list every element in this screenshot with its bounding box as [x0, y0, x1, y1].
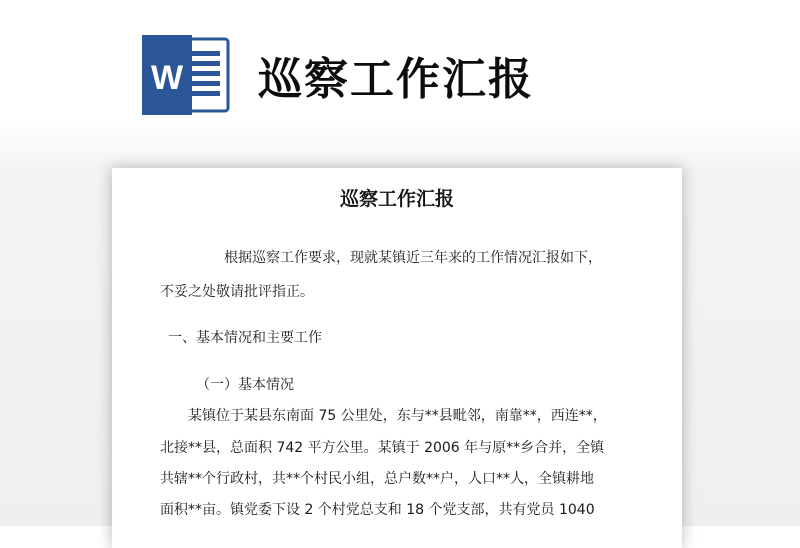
document-title: 巡察工作汇报 — [339, 188, 454, 210]
paragraph-line: 面积**亩。镇党委下设 2 个村党总支和 18 个党支部，共有党员 1040 — [160, 502, 595, 518]
word-document-icon — [140, 33, 232, 117]
paragraph-line: 某镇位于某县东南面 75 公里处，东与**县毗邻，南靠**，西连**， — [188, 408, 607, 424]
paragraph-line: 不妥之处敬请批评指正。 — [160, 284, 314, 300]
subsection-heading: （一）基本情况 — [196, 377, 294, 393]
document-page — [112, 168, 682, 548]
section-heading: 一、基本情况和主要工作 — [168, 330, 322, 346]
svg-text:W: W — [150, 59, 184, 97]
header — [0, 0, 800, 150]
paragraph-line: 根据巡察工作要求，现就某镇近三年来的工作情况汇报如下， — [224, 250, 602, 266]
paragraph-line: 北接**县，总面积 742 平方公里。某镇于 2006 年与原**乡合并，全镇 — [160, 440, 605, 456]
header-title: 巡察工作汇报 — [258, 54, 534, 105]
paragraph-line: 共辖**个行政村，共**个村民小组，总户数**户，人口**人，全镇耕地 — [160, 471, 594, 487]
